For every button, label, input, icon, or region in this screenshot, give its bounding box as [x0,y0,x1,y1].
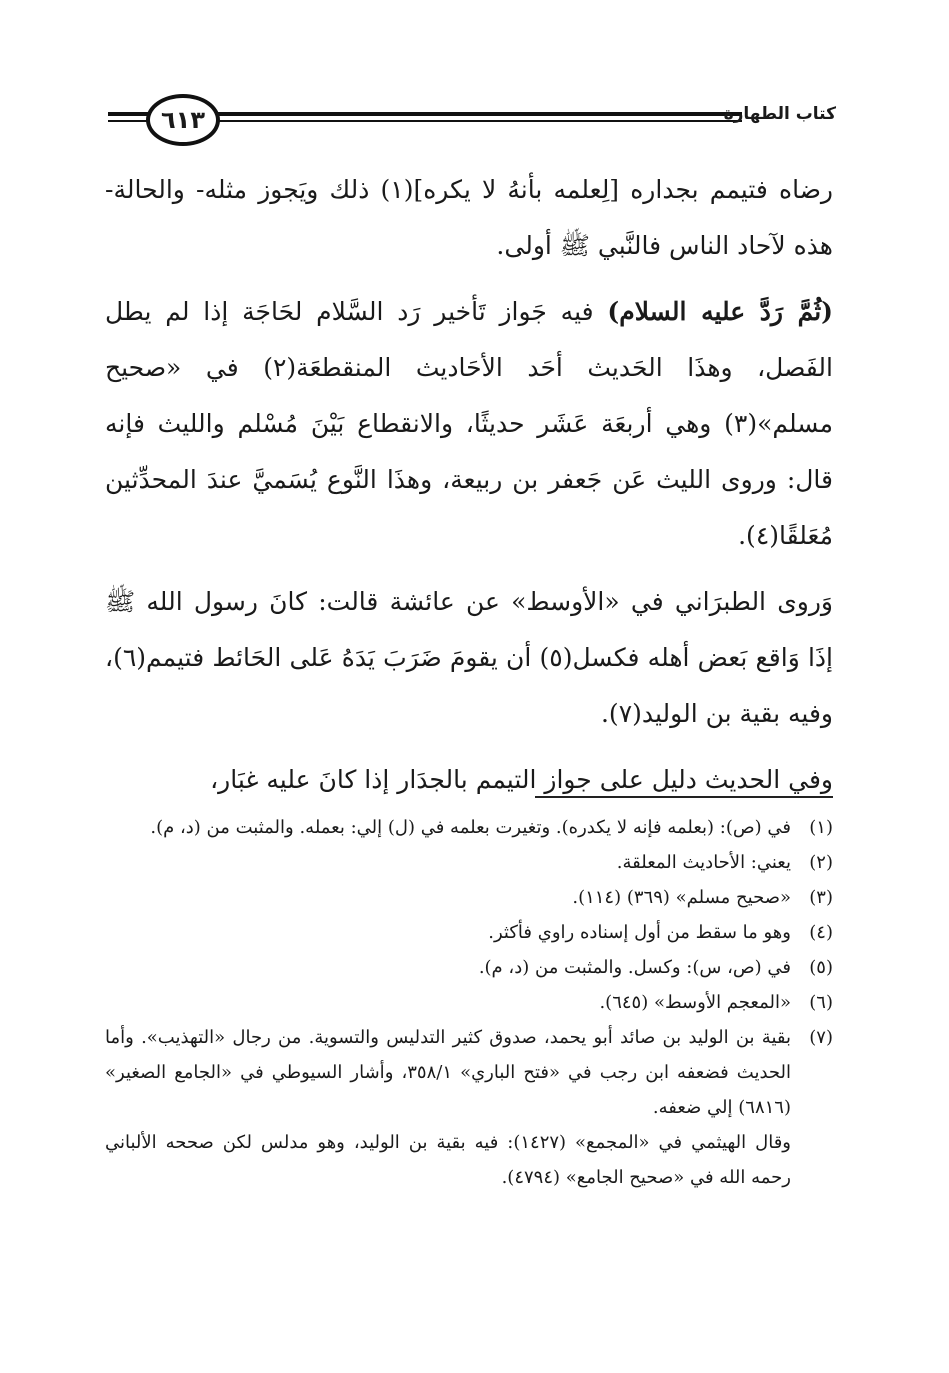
main-text [105,162,833,818]
footnotes [105,810,833,1195]
footnote-number: (٧) [809,1027,833,1048]
header-rule [210,120,742,122]
footnote-text: «صحيح مسلم» (٣٦٩) (١١٤). [572,887,791,908]
page-number: ٦١٣ [146,94,220,146]
footnote-text: بقية بن الوليد بن صائد أبو يحمد، صدوق كثير التدليس والتسوية. من رجال «التهذيب». وأما الحديث فضعفه ابن رجب في «فتح الباري» ٣٥٨/١، وأشار السيوطي في «الجامع الصغير» (٦٨١٦) إلي ضعفه. [105,1027,792,1118]
paragraph [105,284,833,564]
paragraph-text: فيه جَواز تَأخير رَد السَّلام لحَاجَة إذا لم يطل الفَصل، وهذَا الحَديث أحَد الأحَاديث المنقطعَة(٢) في «صحيح مسلم»(٣) وهي أربعَة عَشَر حديثًا، والانقطاع بَيْنَ مُسْلم والليث فإنه قال: وروى الليث عَن جَعفر بن ربيعة، وهذَا النَّوع يُسَميَّ عندَ المحدِّثين مُعَلقًا(٤). [105,297,834,550]
paragraph: وفي الحديث دليل على جواز التيمم بالجدَار إذا كانَ عليه غبَار، [210,765,833,794]
footnote-text: في (ص): (بعلمه فإنه لا يكدره). وتغيرت بعلمه في (ل) إلي: بعمله. والمثبت من (د، م). [150,817,791,838]
footnote [105,845,833,880]
header-rule [210,112,742,116]
footnote [105,950,833,985]
footnote [105,985,833,1020]
paragraph: وَروى الطبرَاني في «الأوسط» عن عائشة قالت: كانَ رسول الله ﷺ إذَا وَاقع بَعض أهله فكسل(٥) أن يقومَ ضَرَبَ يَدَهُ عَلى الحَائط فتيمم(٦)، وفيه بقية بن الوليد(٧). [105,587,833,728]
footnote-number: (٤) [809,922,833,943]
footnote-separator [535,796,833,798]
footnote-number: (٦) [809,992,833,1013]
footnote-number: (٥) [809,957,833,978]
footnote-text: في (ص، س): وكسل. والمثبت من (د، م). [478,957,791,978]
footnote-text: يعني: الأحاديث المعلقة. [616,852,791,873]
footnote [105,880,833,915]
footnote [105,915,833,950]
footnote [105,1020,833,1195]
footnote-text: وقال الهيثمي في «المجمع» (١٤٢٧): فيه بقية بن الوليد، وهو مدلس لكن صححه الألباني رحمه الله في «صحيح الجامع» (٤٧٩٤). [105,1132,791,1188]
bold-lead: (ثُمَّ رَدَّ عليه السلام) [607,297,833,326]
footnote-number: (٢) [809,852,833,873]
running-header [108,92,836,158]
paragraph: رضاه فتيمم بجداره [لِعلمه بأنهُ لا يكره](١) ذلك ويَجوز مثله- والحالة- هذه لآحاد الناس فالنَّبي ﷺ أولى. [105,175,833,260]
footnote-text: وهو ما سقط من أول إسناده راوي فأكثر. [488,922,791,943]
footnote-text: «المعجم الأوسط» (٦٤٥). [599,992,791,1013]
book-title: كتاب الطهارة [723,104,836,124]
footnote-number: (٣) [809,887,833,908]
footnote-number: (١) [809,817,833,838]
footnote [105,810,833,845]
